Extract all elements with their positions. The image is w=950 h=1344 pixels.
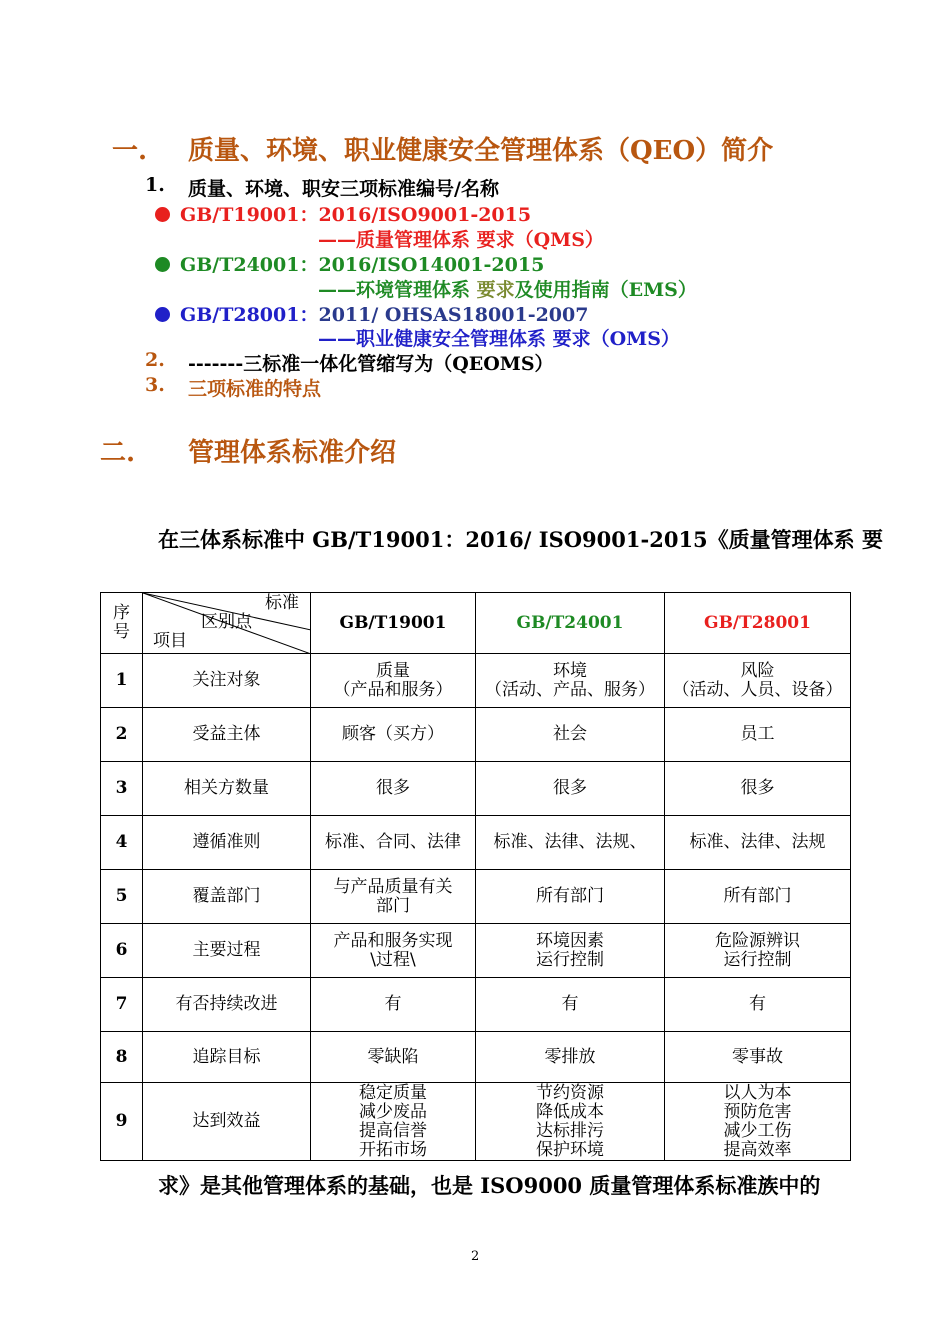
cell-line: 保护环境 bbox=[536, 1139, 604, 1160]
item2-text: -------三标准一体化管缩写为（QEOMS） bbox=[188, 353, 554, 375]
row-value-cell-3 bbox=[665, 1083, 851, 1161]
row-value-cell-1 bbox=[311, 654, 476, 708]
row-number-cell: 6 bbox=[101, 924, 143, 978]
standard-2-code: GB/T24001：2016/ISO14001-2015 bbox=[180, 254, 545, 276]
cell-line: 很多 bbox=[376, 778, 410, 798]
standard-1-name: 质量管理体系 要求（QMS） bbox=[356, 229, 604, 251]
cell-line: （活动、产品、服务） bbox=[485, 679, 655, 700]
cell-line: 风险 bbox=[740, 660, 775, 681]
row-value-cell-3 bbox=[665, 816, 851, 870]
row-value-cell-3 bbox=[665, 924, 851, 978]
cell-line: 所有部门 bbox=[536, 886, 604, 906]
cell-line: 标准、法律、法规、 bbox=[493, 832, 647, 852]
row-value-cell-2 bbox=[476, 1032, 665, 1083]
cell-line: 与产品质量有关 bbox=[333, 876, 453, 897]
row-item-cell: 追踪目标 bbox=[143, 1032, 311, 1083]
cell-line: \过程\ bbox=[370, 949, 416, 970]
cell-line: 零排放 bbox=[544, 1046, 596, 1067]
row-value-cell-2 bbox=[476, 762, 665, 816]
comparison-table bbox=[100, 592, 851, 1161]
dash: —— bbox=[318, 328, 356, 350]
red-bullet-icon bbox=[155, 207, 170, 222]
cell-line: 达标排污 bbox=[536, 1120, 604, 1141]
item3-number: 3. bbox=[145, 374, 165, 396]
col-header-gb28001: GB/T28001 bbox=[665, 593, 851, 654]
standard-3-name-line bbox=[318, 324, 680, 351]
row-value-cell-1 bbox=[311, 1083, 476, 1161]
col-header-gb24001: GB/T24001 bbox=[476, 593, 665, 654]
section1-title: 质量、环境、职业健康安全管理体系（QEO）简介 bbox=[188, 136, 774, 166]
cell-line: 零缺陷 bbox=[367, 1046, 419, 1067]
row-item-cell: 相关方数量 bbox=[143, 762, 311, 816]
row-number-cell: 4 bbox=[101, 816, 143, 870]
standard-3-name: 职业健康安全管理体系 要求（OMS） bbox=[356, 328, 680, 350]
row-number-cell: 5 bbox=[101, 870, 143, 924]
cell-line: 产品和服务实现 bbox=[333, 930, 453, 951]
row-value-cell-2 bbox=[476, 654, 665, 708]
row-value-cell-1 bbox=[311, 870, 476, 924]
row-value-cell-3 bbox=[665, 870, 851, 924]
row-value-cell-2 bbox=[476, 708, 665, 762]
table-row bbox=[101, 762, 851, 816]
item2-number: 2. bbox=[145, 349, 165, 371]
cell-line: 有 bbox=[749, 994, 766, 1014]
diagonal-header-cell bbox=[143, 593, 311, 654]
cell-line: 很多 bbox=[740, 778, 775, 798]
seq-header-cell bbox=[101, 593, 143, 654]
green-bullet-icon bbox=[155, 257, 170, 272]
cell-line: （活动、人员、设备） bbox=[672, 679, 843, 700]
table-row bbox=[101, 978, 851, 1032]
paragraph-top: 在三体系标准中 GB/T19001：2016/ ISO9001-2015《质量管理体系 要 bbox=[158, 527, 883, 552]
standard-3-code-b: 2011/ OHSAS18001-2007 bbox=[318, 304, 589, 326]
table-row bbox=[101, 1083, 851, 1161]
row-value-cell-3 bbox=[665, 978, 851, 1032]
cell-line: 很多 bbox=[553, 778, 587, 798]
standard-2-name-b: 要求 bbox=[476, 279, 515, 301]
row-value-cell-2 bbox=[476, 1083, 665, 1161]
row-number-cell: 9 bbox=[101, 1083, 143, 1161]
section2-title: 管理体系标准介绍 bbox=[188, 438, 397, 468]
cell-line: 员工 bbox=[740, 724, 775, 744]
table-header-row bbox=[101, 593, 851, 654]
row-value-cell-1 bbox=[311, 708, 476, 762]
cell-line: （产品和服务） bbox=[333, 679, 453, 700]
table-row bbox=[101, 816, 851, 870]
row-item-cell: 覆盖部门 bbox=[143, 870, 311, 924]
col-header-gb19001: GB/T19001 bbox=[311, 593, 476, 654]
table-row bbox=[101, 708, 851, 762]
table-row bbox=[101, 1032, 851, 1083]
row-value-cell-1 bbox=[311, 978, 476, 1032]
table-row bbox=[101, 654, 851, 708]
cell-line: 标准、法律、法规 bbox=[689, 832, 826, 852]
row-value-cell-3 bbox=[665, 654, 851, 708]
row-value-cell-1 bbox=[311, 816, 476, 870]
row-number-cell: 8 bbox=[101, 1032, 143, 1083]
standard-2-line bbox=[155, 250, 544, 277]
section1-number: 一. bbox=[112, 136, 148, 166]
seq-header-1: 序 bbox=[113, 603, 130, 623]
cell-line: 降低成本 bbox=[536, 1101, 604, 1122]
cell-line: 减少废品 bbox=[359, 1101, 427, 1122]
dash: —— bbox=[318, 279, 356, 301]
cell-line: 有 bbox=[561, 994, 579, 1014]
cell-line: 提高信誉 bbox=[359, 1120, 427, 1141]
section2-number: 二. bbox=[100, 438, 136, 468]
standard-1-name-line bbox=[318, 225, 604, 252]
standard-3-code-a: GB/T28001： bbox=[180, 304, 319, 326]
cell-line: 以人为本 bbox=[723, 1082, 792, 1103]
cell-line: 节约资源 bbox=[536, 1082, 604, 1103]
header-item-label: 项目 bbox=[153, 631, 187, 651]
standard-1-line bbox=[155, 200, 531, 227]
row-item-cell: 有否持续改进 bbox=[143, 978, 311, 1032]
row-number-cell: 3 bbox=[101, 762, 143, 816]
standard-2-name-line bbox=[318, 275, 697, 302]
standard-3-line bbox=[155, 300, 588, 327]
cell-line: 运行控制 bbox=[723, 949, 792, 970]
row-item-cell: 关注对象 bbox=[143, 654, 311, 708]
table-row bbox=[101, 870, 851, 924]
cell-line: 顾客（买方） bbox=[342, 724, 444, 744]
cell-line: 质量 bbox=[376, 660, 410, 681]
page-number: 2 bbox=[471, 1249, 480, 1264]
cell-line: 开拓市场 bbox=[359, 1139, 427, 1160]
header-diff-label: 区别点 bbox=[201, 612, 252, 632]
row-value-cell-3 bbox=[665, 708, 851, 762]
row-value-cell-2 bbox=[476, 870, 665, 924]
cell-line: 环境 bbox=[553, 660, 587, 681]
row-number-cell: 7 bbox=[101, 978, 143, 1032]
row-value-cell-2 bbox=[476, 924, 665, 978]
blue-bullet-icon bbox=[155, 307, 170, 322]
row-value-cell-1 bbox=[311, 1032, 476, 1083]
standard-2-name-c: 及使用指南（EMS） bbox=[514, 279, 697, 301]
cell-line: 部门 bbox=[376, 895, 410, 916]
row-number-cell: 2 bbox=[101, 708, 143, 762]
standard-2-name-a: 环境管理体系 bbox=[356, 279, 477, 301]
row-value-cell-2 bbox=[476, 816, 665, 870]
cell-line: 环境因素 bbox=[536, 930, 604, 951]
cell-line: 标准、合同、法律 bbox=[325, 832, 461, 852]
standard-1-code: GB/T19001：2016/ISO9001-2015 bbox=[180, 204, 532, 226]
table-row bbox=[101, 924, 851, 978]
cell-line: 社会 bbox=[553, 724, 587, 744]
cell-line: 有 bbox=[384, 994, 402, 1014]
item1-number: 1. bbox=[145, 174, 165, 196]
row-value-cell-3 bbox=[665, 762, 851, 816]
row-value-cell-1 bbox=[311, 924, 476, 978]
cell-line: 运行控制 bbox=[536, 949, 604, 970]
cell-line: 提高效率 bbox=[723, 1139, 792, 1160]
row-value-cell-3 bbox=[665, 1032, 851, 1083]
cell-line: 预防危害 bbox=[723, 1101, 792, 1122]
cell-line: 零事故 bbox=[732, 1046, 783, 1067]
header-standard-label: 标准 bbox=[265, 593, 299, 613]
cell-line: 所有部门 bbox=[723, 886, 792, 906]
dash: —— bbox=[318, 229, 356, 251]
cell-line: 减少工伤 bbox=[723, 1120, 792, 1141]
row-item-cell: 遵循准则 bbox=[143, 816, 311, 870]
row-number-cell: 1 bbox=[101, 654, 143, 708]
cell-line: 稳定质量 bbox=[359, 1082, 427, 1103]
row-item-cell: 受益主体 bbox=[143, 708, 311, 762]
row-value-cell-1 bbox=[311, 762, 476, 816]
row-value-cell-2 bbox=[476, 978, 665, 1032]
paragraph-bottom: 求》是其他管理体系的基础，也是 ISO9000 质量管理体系标准族中的 bbox=[158, 1173, 821, 1198]
row-item-cell: 主要过程 bbox=[143, 924, 311, 978]
cell-line: 危险源辨识 bbox=[715, 930, 800, 951]
row-item-cell: 达到效益 bbox=[143, 1083, 311, 1161]
item1-text: 质量、环境、职安三项标准编号/名称 bbox=[188, 178, 499, 200]
seq-header-2: 号 bbox=[113, 622, 130, 642]
item3-text: 三项标准的特点 bbox=[188, 378, 322, 400]
